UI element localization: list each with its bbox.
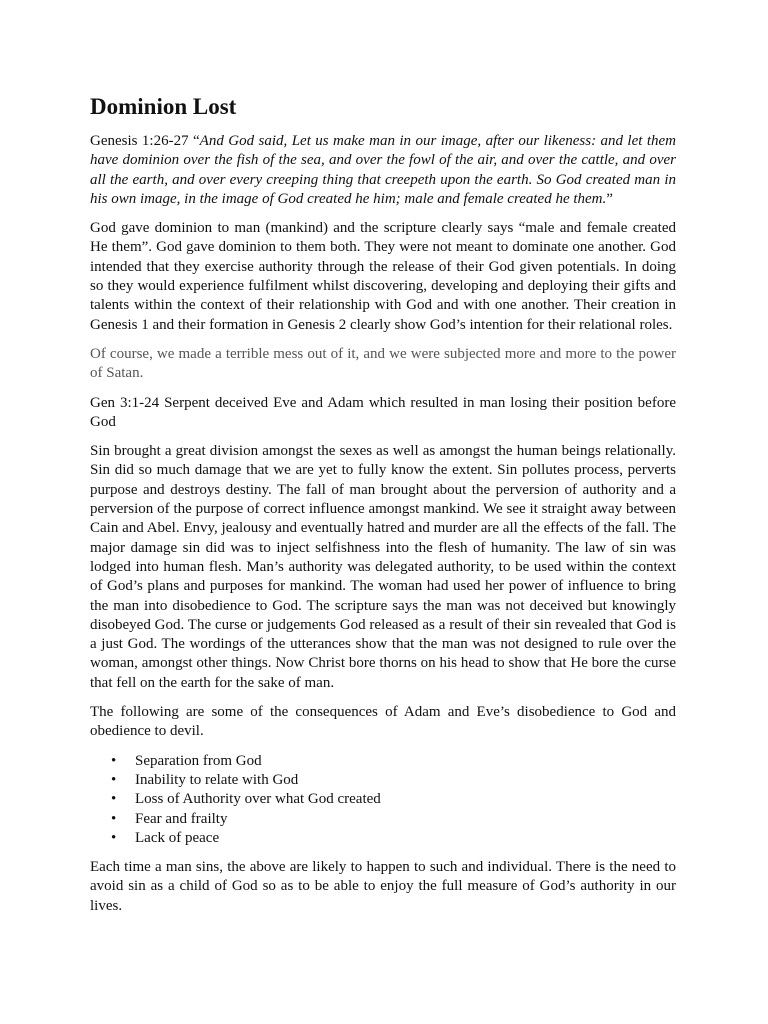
bullet-icon: • — [111, 791, 117, 808]
bullet-icon: • — [111, 752, 117, 769]
quote-close: ” — [606, 190, 613, 207]
consequences-list — [90, 752, 676, 848]
bullet-icon: • — [111, 829, 117, 846]
paragraph-serpent: Gen 3:1-24 Serpent deceived Eve and Adam which resulted in man losing their position before God — [90, 394, 676, 430]
list-item — [90, 790, 676, 809]
page-title: Dominion Lost — [90, 94, 237, 119]
list-item — [90, 810, 676, 829]
paragraph-dominion: God gave dominion to man (mankind) and the scripture clearly says “male and female created He them”. God gave dominion to them both. They were not meant to dominate one another. God intended that they exercise authority through the release of their God given potentials. In doing so they would experience fulfilment whilst discovering, developing and deploying their gifts and talents within the context of their relationship with God and with one another. Their creation in Genesis 1 and their formation in Genesis 2 clearly show God’s intention for their relational roles. — [90, 220, 676, 333]
closing-paragraph: Each time a man sins, the above are likely to happen to such and individual. There is the need to avoid sin as a child of God so as to be able to enjoy the full measure of God’s authority in our lives. — [90, 859, 676, 914]
bullet-icon: • — [111, 771, 117, 788]
scripture-reference: Genesis 1:26-27 “ — [90, 133, 200, 149]
list-item-text: Inability to relate with God — [135, 771, 299, 788]
scripture-quote: And God said, Let us make man in our image, after our likeness: and let them have dominion over the fish of the sea, and over the fowl of the air, and over the cattle, and over all the earth, and over every creeping thing that creepeth upon the earth. So God created man in his own image, in the image of God created he him; male and female created he them. — [90, 133, 676, 207]
document-page — [90, 92, 676, 926]
list-item — [90, 752, 676, 771]
paragraph-mess: Of course, we made a terrible mess out of it, and we were subjected more and more to the power of Satan. — [90, 345, 676, 382]
list-item-text: Fear and frailty — [135, 810, 228, 827]
bullet-icon: • — [111, 810, 117, 827]
list-item — [90, 829, 676, 848]
list-item-text: Separation from God — [135, 752, 262, 769]
paragraph-consequences-intro: The following are some of the consequences of Adam and Eve’s disobedience to God and obedience to devil. — [90, 704, 676, 740]
paragraph-sin: Sin brought a great division amongst the sexes as well as amongst the human beings relationally. Sin did so much damage that we are yet to fully know the extent. Sin pollutes process, perverts purpose and destroys destiny. The fall of man brought about the perversion of authority and a perversion of the purpose of correct influence amongst mankind. We see it straight away between Cain and Abel. Envy, jealousy and eventually hatred and murder are all the effects of the fall. The major damage sin did was to inject selfishness into the flesh of humanity. The law of sin was lodged into human flesh. Man’s authority was delegated authority, to be used within the context of God’s plans and purposes for mankind. The woman had used her power of influence to bring the man into disobedience to God. The scripture says the man was not deceived but knowingly disobeyed God. The curse or judgements God released as a result of their sin revealed that God is a just God. The wordings of the utterances show that the man was not designed to rule over the woman, amongst other things. Now Christ bore thorns on his head to show that He bore the curse that fell on the earth for the sake of man. — [90, 443, 676, 691]
list-item-text: Lack of peace — [135, 829, 220, 846]
intro-paragraph — [90, 132, 676, 209]
list-item — [90, 771, 676, 790]
list-item-text: Loss of Authority over what God created — [135, 791, 381, 808]
